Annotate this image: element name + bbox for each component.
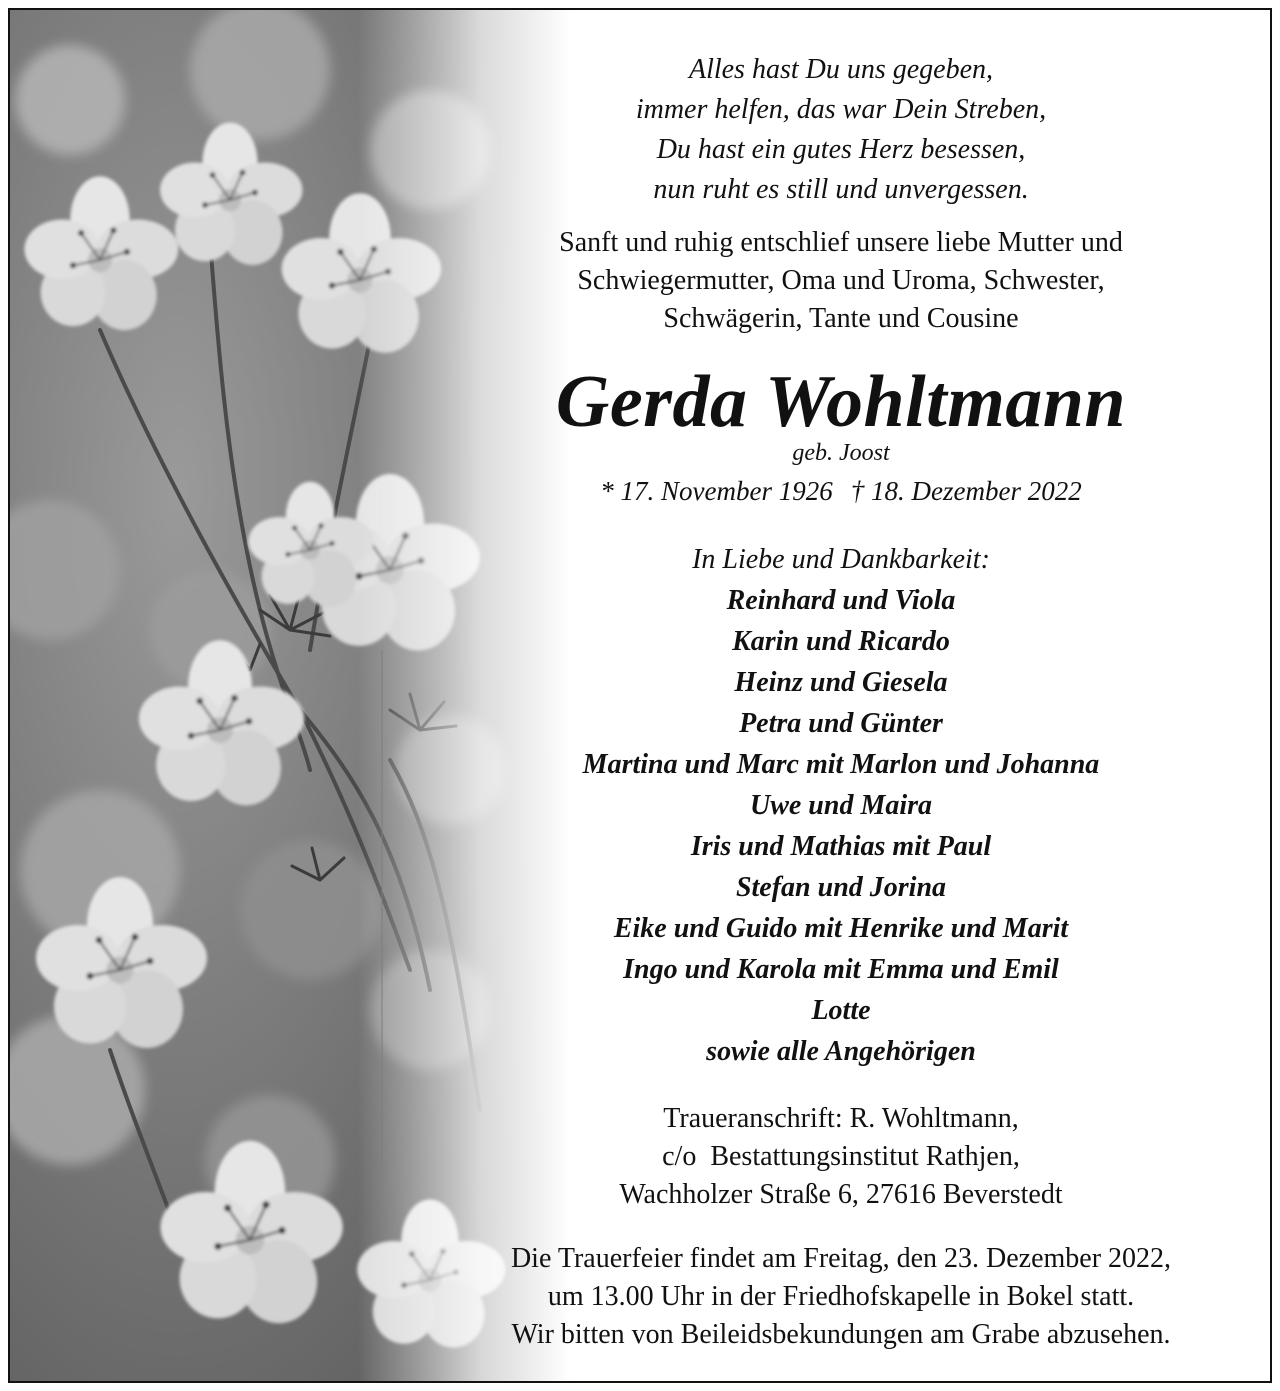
address-line: Wachholzer Straße 6, 27616 Beverstedt — [619, 1179, 1063, 1210]
family-member: Karin und Ricardo — [732, 626, 950, 657]
address-line: c/o Bestattungsinstitut Rathjen, — [662, 1141, 1020, 1172]
family-member: Iris und Mathias mit Paul — [690, 831, 992, 862]
family-member: Petra und Günter — [739, 708, 943, 739]
death-date: † 18. Dezember 2022 — [850, 476, 1082, 506]
family-member: Stefan und Jorina — [735, 872, 947, 903]
family-member: Martina und Marc mit Marlon und Johanna — [582, 749, 1100, 780]
birth-name: geb. Joost — [792, 440, 890, 466]
birth-date: * 17. November 1926 — [600, 476, 833, 506]
family-member: Heinz und Giesela — [734, 667, 948, 698]
family-member: Ingo und Karola mit Emma und Emil — [623, 954, 1059, 985]
poem-line: Alles hast Du uns gegeben, — [688, 54, 994, 85]
family-member: sowie alle Angehörigen — [706, 1036, 976, 1067]
announcement-line: Schwiegermutter, Oma und Uroma, Schwester, — [577, 265, 1105, 296]
service-line: Wir bitten von Beileidsbekundungen am Grabe abzusehen. — [511, 1319, 1171, 1350]
mourning-address — [410, 1100, 1272, 1214]
address-line: Traueranschrift: R. Wohltmann, — [663, 1103, 1019, 1134]
announcement-text — [410, 224, 1272, 338]
family-member: Uwe und Maira — [749, 790, 933, 821]
funeral-service-info — [410, 1240, 1272, 1354]
family-member: Reinhard und Viola — [726, 585, 956, 616]
life-dates — [410, 474, 1272, 508]
notice-text — [410, 10, 1272, 1381]
family-lead: In Liebe und Dankbarkeit: — [692, 544, 990, 575]
announcement-line: Schwägerin, Tante und Cousine — [663, 303, 1019, 334]
service-line: Die Trauerfeier findet am Freitag, den 23. Dezember 2022, — [510, 1243, 1172, 1274]
announcement-line: Sanft und ruhig entschlief unsere liebe Mutter und — [559, 227, 1123, 258]
poem-line: nun ruht es still und unvergessen. — [653, 174, 1029, 205]
poem-line: Du hast ein gutes Herz besessen, — [656, 134, 1026, 165]
family-member: Lotte — [811, 995, 871, 1026]
deceased-name: Gerda Wohltmann — [555, 361, 1127, 443]
memorial-poem — [410, 50, 1272, 210]
obituary-notice — [8, 8, 1272, 1383]
family-member: Eike und Guido mit Henrike und Marit — [613, 913, 1069, 944]
family-list — [410, 540, 1272, 1072]
poem-line: immer helfen, das war Dein Streben, — [635, 94, 1047, 125]
service-line: um 13.00 Uhr in der Friedhofskapelle in Bokel statt. — [547, 1281, 1135, 1312]
